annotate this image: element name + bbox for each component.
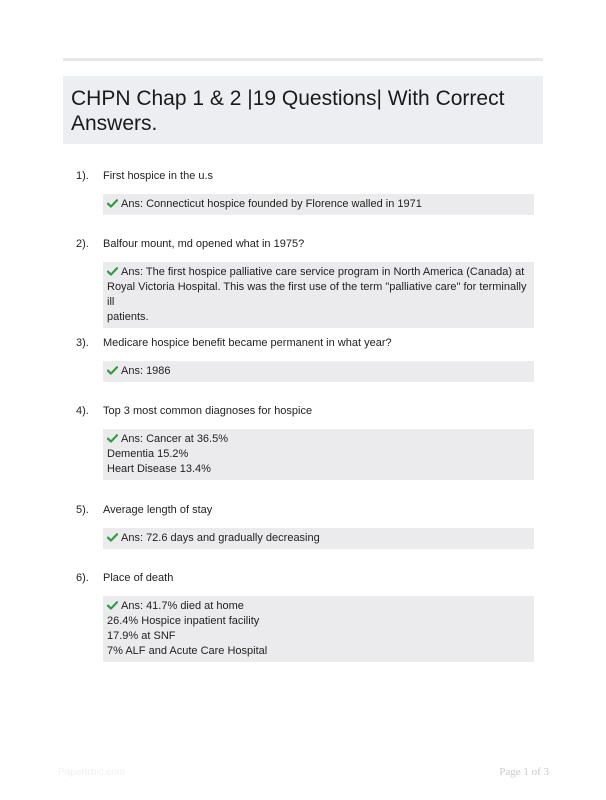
question-number: 6).: [76, 572, 89, 584]
question-text: Average length of stay: [103, 504, 213, 516]
check-icon: [107, 533, 118, 542]
answer-box: [103, 361, 534, 382]
answer-line: patients.: [107, 311, 149, 323]
question-number: 5).: [76, 504, 89, 516]
check-icon: [107, 199, 118, 208]
answer-line: 7% ALF and Acute Care Hospital: [107, 645, 268, 657]
answer-box: [103, 194, 534, 215]
title-banner: [63, 76, 543, 144]
top-divider: [63, 58, 543, 61]
question-number: 1).: [76, 170, 89, 182]
answer-text: Ans: Connecticut hospice founded by Florence walled in 1971: [121, 198, 422, 210]
answer-line: [107, 265, 528, 280]
answer-line: Royal Victoria Hospital. This was the first use of the term "palliative care" for terminally ill: [107, 281, 530, 308]
question-number: 4).: [76, 405, 89, 417]
question-text: Balfour mount, md opened what in 1975?: [103, 238, 305, 250]
answer-text: Ans: 41.7% died at home: [121, 600, 244, 612]
question-text: Place of death: [103, 572, 174, 584]
page-number: Page 1 of 3: [499, 766, 549, 778]
question-text: First hospice in the u.s: [103, 170, 214, 182]
question-text: Medicare hospice benefit became permanent in what year?: [103, 337, 392, 349]
answer-line: 26.4% Hospice inpatient facility: [107, 615, 260, 627]
answer-line: Dementia 15.2%: [107, 448, 189, 460]
check-icon: [107, 366, 118, 375]
answer-text: Ans: The first hospice palliative care service program in North America (Canada) at: [121, 266, 525, 278]
answer-line: [107, 599, 528, 614]
answer-text: Ans: 72.6 days and gradually decreasing: [121, 532, 320, 544]
check-icon: [107, 267, 118, 276]
check-icon: [107, 434, 118, 443]
question-number: 3).: [76, 337, 89, 349]
answer-line: [107, 432, 528, 447]
answer-line: [107, 197, 528, 212]
answer-line: Heart Disease 13.4%: [107, 463, 211, 475]
question-text: Top 3 most common diagnoses for hospice: [103, 405, 313, 417]
answer-line: 17.9% at SNF: [107, 630, 176, 642]
page-title: CHPN Chap 1 & 2 |19 Questions| With Correct Answers.: [71, 87, 505, 135]
answer-text: Ans: Cancer at 36.5%: [121, 433, 229, 445]
answer-box: [103, 262, 534, 328]
answer-box: [103, 596, 534, 662]
answer-line: [107, 364, 528, 379]
footer-site-watermark: Papertrbic.com: [58, 767, 126, 778]
question-number: 2).: [76, 238, 89, 250]
answer-box: [103, 429, 534, 480]
answer-line: [107, 531, 528, 546]
check-icon: [107, 601, 118, 610]
answer-box: [103, 528, 534, 549]
answer-text: Ans: 1986: [121, 365, 171, 377]
